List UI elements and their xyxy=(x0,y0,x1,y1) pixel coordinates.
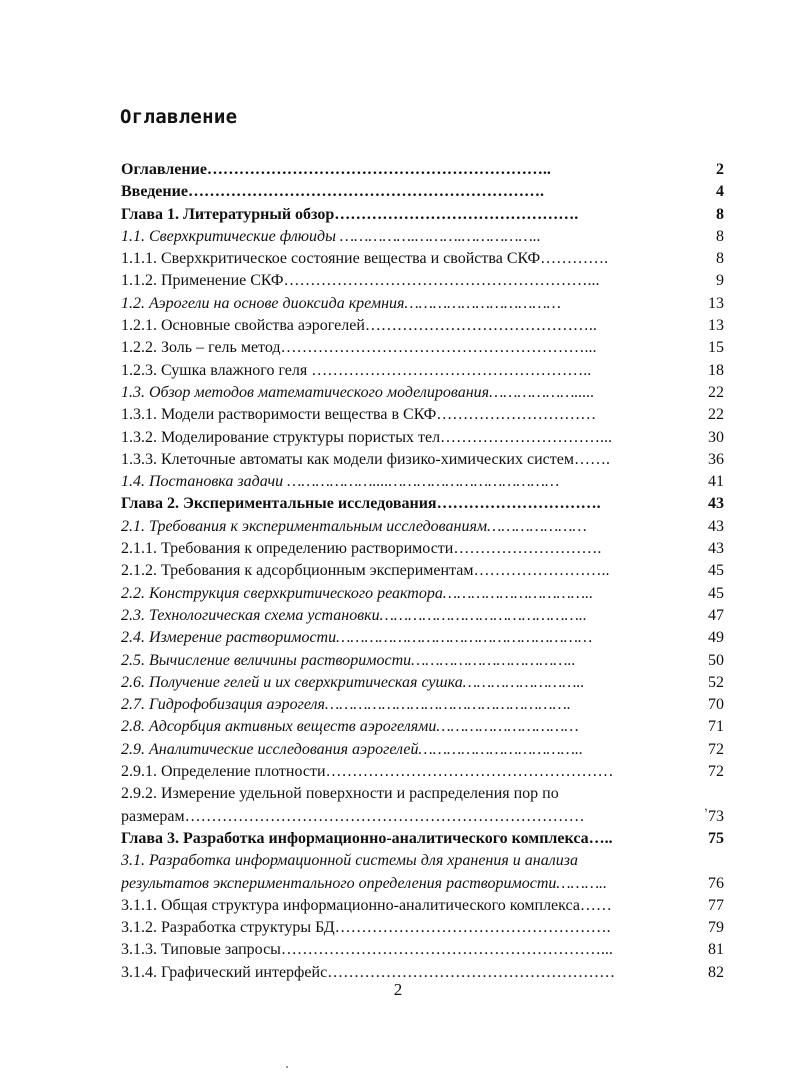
toc-entry-title: Глава 2. Экспериментальные исследования…………………………. xyxy=(121,495,601,513)
toc-entry-page: 30 xyxy=(708,428,724,446)
toc-entry-page: 36 xyxy=(708,450,724,468)
toc-entry-title: 1.3.1. Модели растворимости вещества в СКФ………………………… xyxy=(121,406,597,424)
toc-entry xyxy=(121,204,726,226)
toc-entry-title: 2.9.2. Измерение удельной поверхности и распределения пор по xyxy=(121,785,559,803)
toc-entry-title: 2.6. Получение гелей и их сверхкритическая сушка…………………….. xyxy=(121,673,585,691)
toc-entry-page: 22 xyxy=(708,383,724,401)
toc-entry-page: 43 xyxy=(708,517,724,535)
toc-entry-page: 13 xyxy=(708,317,724,335)
toc-entry-page: 81 xyxy=(708,941,724,959)
toc-entry xyxy=(121,382,726,404)
toc-entry xyxy=(121,181,726,203)
toc-entry xyxy=(121,471,726,493)
toc-entry-title: 1.1.1. Сверхкритическое состояние вещества и свойства СКФ…………. xyxy=(121,250,609,268)
toc-entry-title: 2.9.1. Определение плотности……………………………………………… xyxy=(121,763,614,781)
toc-entry xyxy=(121,917,726,939)
toc-entry-title: 2.5. Вычисление величины растворимости…………………………….. xyxy=(121,651,576,669)
toc-entry xyxy=(121,627,726,649)
toc-entry-title: Введение…………………………………………………………. xyxy=(121,183,544,201)
toc-entry xyxy=(121,159,726,181)
toc-entry-title: 2.1.1. Требования к определению растворимости………………………. xyxy=(121,540,602,558)
toc-entry-title: 3.1.3. Типовые запросы……………………………………………………... xyxy=(121,941,613,959)
toc-entry-page: 22 xyxy=(708,406,724,424)
toc-entry-title: 2.2. Конструкция сверхкритического реактора………………………….. xyxy=(121,584,594,602)
toc-entry-page: 8 xyxy=(716,205,724,223)
page-title: Оглавление xyxy=(120,106,238,128)
toc-entry xyxy=(121,605,726,627)
toc-entry-page: 8 xyxy=(716,250,724,268)
toc-entry xyxy=(121,449,726,471)
toc-entry-title: 2.1. Требования к экспериментальным исследованиям………………… xyxy=(121,517,587,535)
toc-entry-page: 43 xyxy=(708,495,724,513)
toc-entry xyxy=(121,739,726,761)
toc-entry-page: 70 xyxy=(708,696,724,714)
toc-entry-page: 47 xyxy=(708,606,724,624)
toc-entry-title: 2.3. Технологическая схема установки…………………………………….. xyxy=(121,606,587,624)
toc-entry-title: 1.2. Аэрогели на основе диоксида кремния…………………………… xyxy=(121,294,561,312)
toc-entry-title: 2.8. Адсорбция активных веществ аэрогелями………………………… xyxy=(121,718,579,736)
toc-entry xyxy=(121,360,726,382)
toc-entry xyxy=(121,293,726,315)
toc-entry xyxy=(121,761,726,783)
toc-entry xyxy=(121,694,726,716)
toc-entry xyxy=(121,538,726,560)
toc-entry-title: 1.2.3. Сушка влажного геля …………………………………………….. xyxy=(121,361,592,379)
toc-entry xyxy=(121,939,726,961)
toc-entry-title: 2.9. Аналитические исследования аэрогелей…………………………….. xyxy=(121,740,584,758)
scan-speck xyxy=(286,1066,288,1068)
toc-entry-page: 15 xyxy=(708,339,724,357)
toc-entry-page: 72 xyxy=(708,740,724,758)
toc-entry-title: 2.4. Измерение растворимости……………………………………………… xyxy=(121,629,593,647)
toc-entry-page: 43 xyxy=(708,540,724,558)
toc-entry-title: размерам………………………………………………………………… xyxy=(121,807,585,825)
toc-entry-title: Глава 3. Разработка информационно-аналитического комплекса….. xyxy=(121,829,613,847)
toc-entry xyxy=(121,828,726,850)
toc-entry xyxy=(121,716,726,738)
toc-entry xyxy=(121,672,726,694)
toc-entry xyxy=(121,583,726,605)
toc-entry-page: 13 xyxy=(708,294,724,312)
toc-entry xyxy=(121,560,726,582)
toc-entry-page: 49 xyxy=(708,629,724,647)
toc-entry-title: 2.7. Гидрофобизация аэрогеля……………………………………………. xyxy=(121,696,571,714)
toc-entry-page: 2 xyxy=(716,161,724,178)
toc-entry xyxy=(121,493,726,515)
toc-entry xyxy=(121,516,726,538)
toc-entry-title: результатов экспериментального определения растворимости……….. xyxy=(121,874,608,892)
toc-entry-page: 52 xyxy=(708,673,724,691)
toc-entry-page: 4 xyxy=(716,183,724,201)
toc-entry xyxy=(121,783,726,805)
toc-entry xyxy=(121,404,726,426)
toc-entry-title: 1.2.2. Золь – гель метод…………………………………………………... xyxy=(121,339,597,357)
toc-entry-title: 3.1.2. Разработка структуры БД……………………………………………. xyxy=(121,919,611,937)
toc-entry-title: 2.1.2. Требования к адсорбционным экспериментам…………………….. xyxy=(121,562,610,580)
toc-entry-page: 45 xyxy=(708,584,724,602)
toc-entry xyxy=(121,226,726,248)
toc-entry-title: 3.1.4. Графический интерфейс……………………………………………… xyxy=(121,963,616,981)
table-of-contents xyxy=(121,159,726,984)
toc-entry-title: 1.1.2. Применение СКФ…………………………………………………... xyxy=(121,272,600,290)
toc-entry xyxy=(121,650,726,672)
toc-entry-page: 75 xyxy=(708,829,724,847)
toc-entry xyxy=(121,427,726,449)
toc-entry-title: 1.3.2. Моделирование структуры пористых тел…………………………... xyxy=(121,428,613,446)
toc-entry-title: 1.3. Обзор методов математического моделирования………………..... xyxy=(121,383,595,401)
toc-entry-title: 1.1. Сверхкритические флюиды …………….……….…………….. xyxy=(121,227,541,245)
toc-entry-page: 73 xyxy=(708,807,724,825)
toc-entry xyxy=(121,873,726,895)
toc-entry-page: 71 xyxy=(708,718,724,736)
toc-entry-page: 18 xyxy=(708,361,724,379)
toc-entry-page: 8 xyxy=(716,227,724,245)
toc-entry xyxy=(121,850,726,872)
toc-entry-title: 1.4. Постановка задачи ………………....……………………………… xyxy=(121,473,560,491)
toc-entry-page: 76 xyxy=(708,874,724,892)
toc-entry-title: 1.2.1. Основные свойства аэрогелей…………………………………….. xyxy=(121,317,597,335)
toc-entry-page: 9 xyxy=(716,272,724,290)
toc-entry xyxy=(121,337,726,359)
toc-entry-page: 45 xyxy=(708,562,724,580)
page-number: 2 xyxy=(393,980,403,999)
toc-entry-page: 77 xyxy=(708,896,724,914)
toc-entry xyxy=(121,270,726,292)
toc-entry-title: Глава 1. Литературный обзор………………………………………. xyxy=(121,205,579,223)
toc-entry-page: 41 xyxy=(708,473,724,491)
toc-entry-page: 82 xyxy=(708,963,724,981)
margin-mark: , xyxy=(700,797,709,814)
toc-entry-page: 79 xyxy=(708,919,724,937)
toc-entry-title: 1.3.3. Клеточные автоматы как модели физико-химических систем……. xyxy=(121,450,610,468)
toc-entry-page: 72 xyxy=(708,763,724,781)
toc-entry xyxy=(121,315,726,337)
toc-entry-title: 3.1. Разработка информационной системы для хранения и анализа xyxy=(121,852,578,870)
toc-entry xyxy=(121,806,726,828)
toc-entry-title: 3.1.1. Общая структура информационно-аналитического комплекса…… xyxy=(121,896,612,914)
toc-entry-page: 50 xyxy=(708,651,724,669)
toc-entry xyxy=(121,248,726,270)
toc-entry-title: Оглавление……………………………………………………….. xyxy=(121,161,551,178)
toc-entry xyxy=(121,895,726,917)
